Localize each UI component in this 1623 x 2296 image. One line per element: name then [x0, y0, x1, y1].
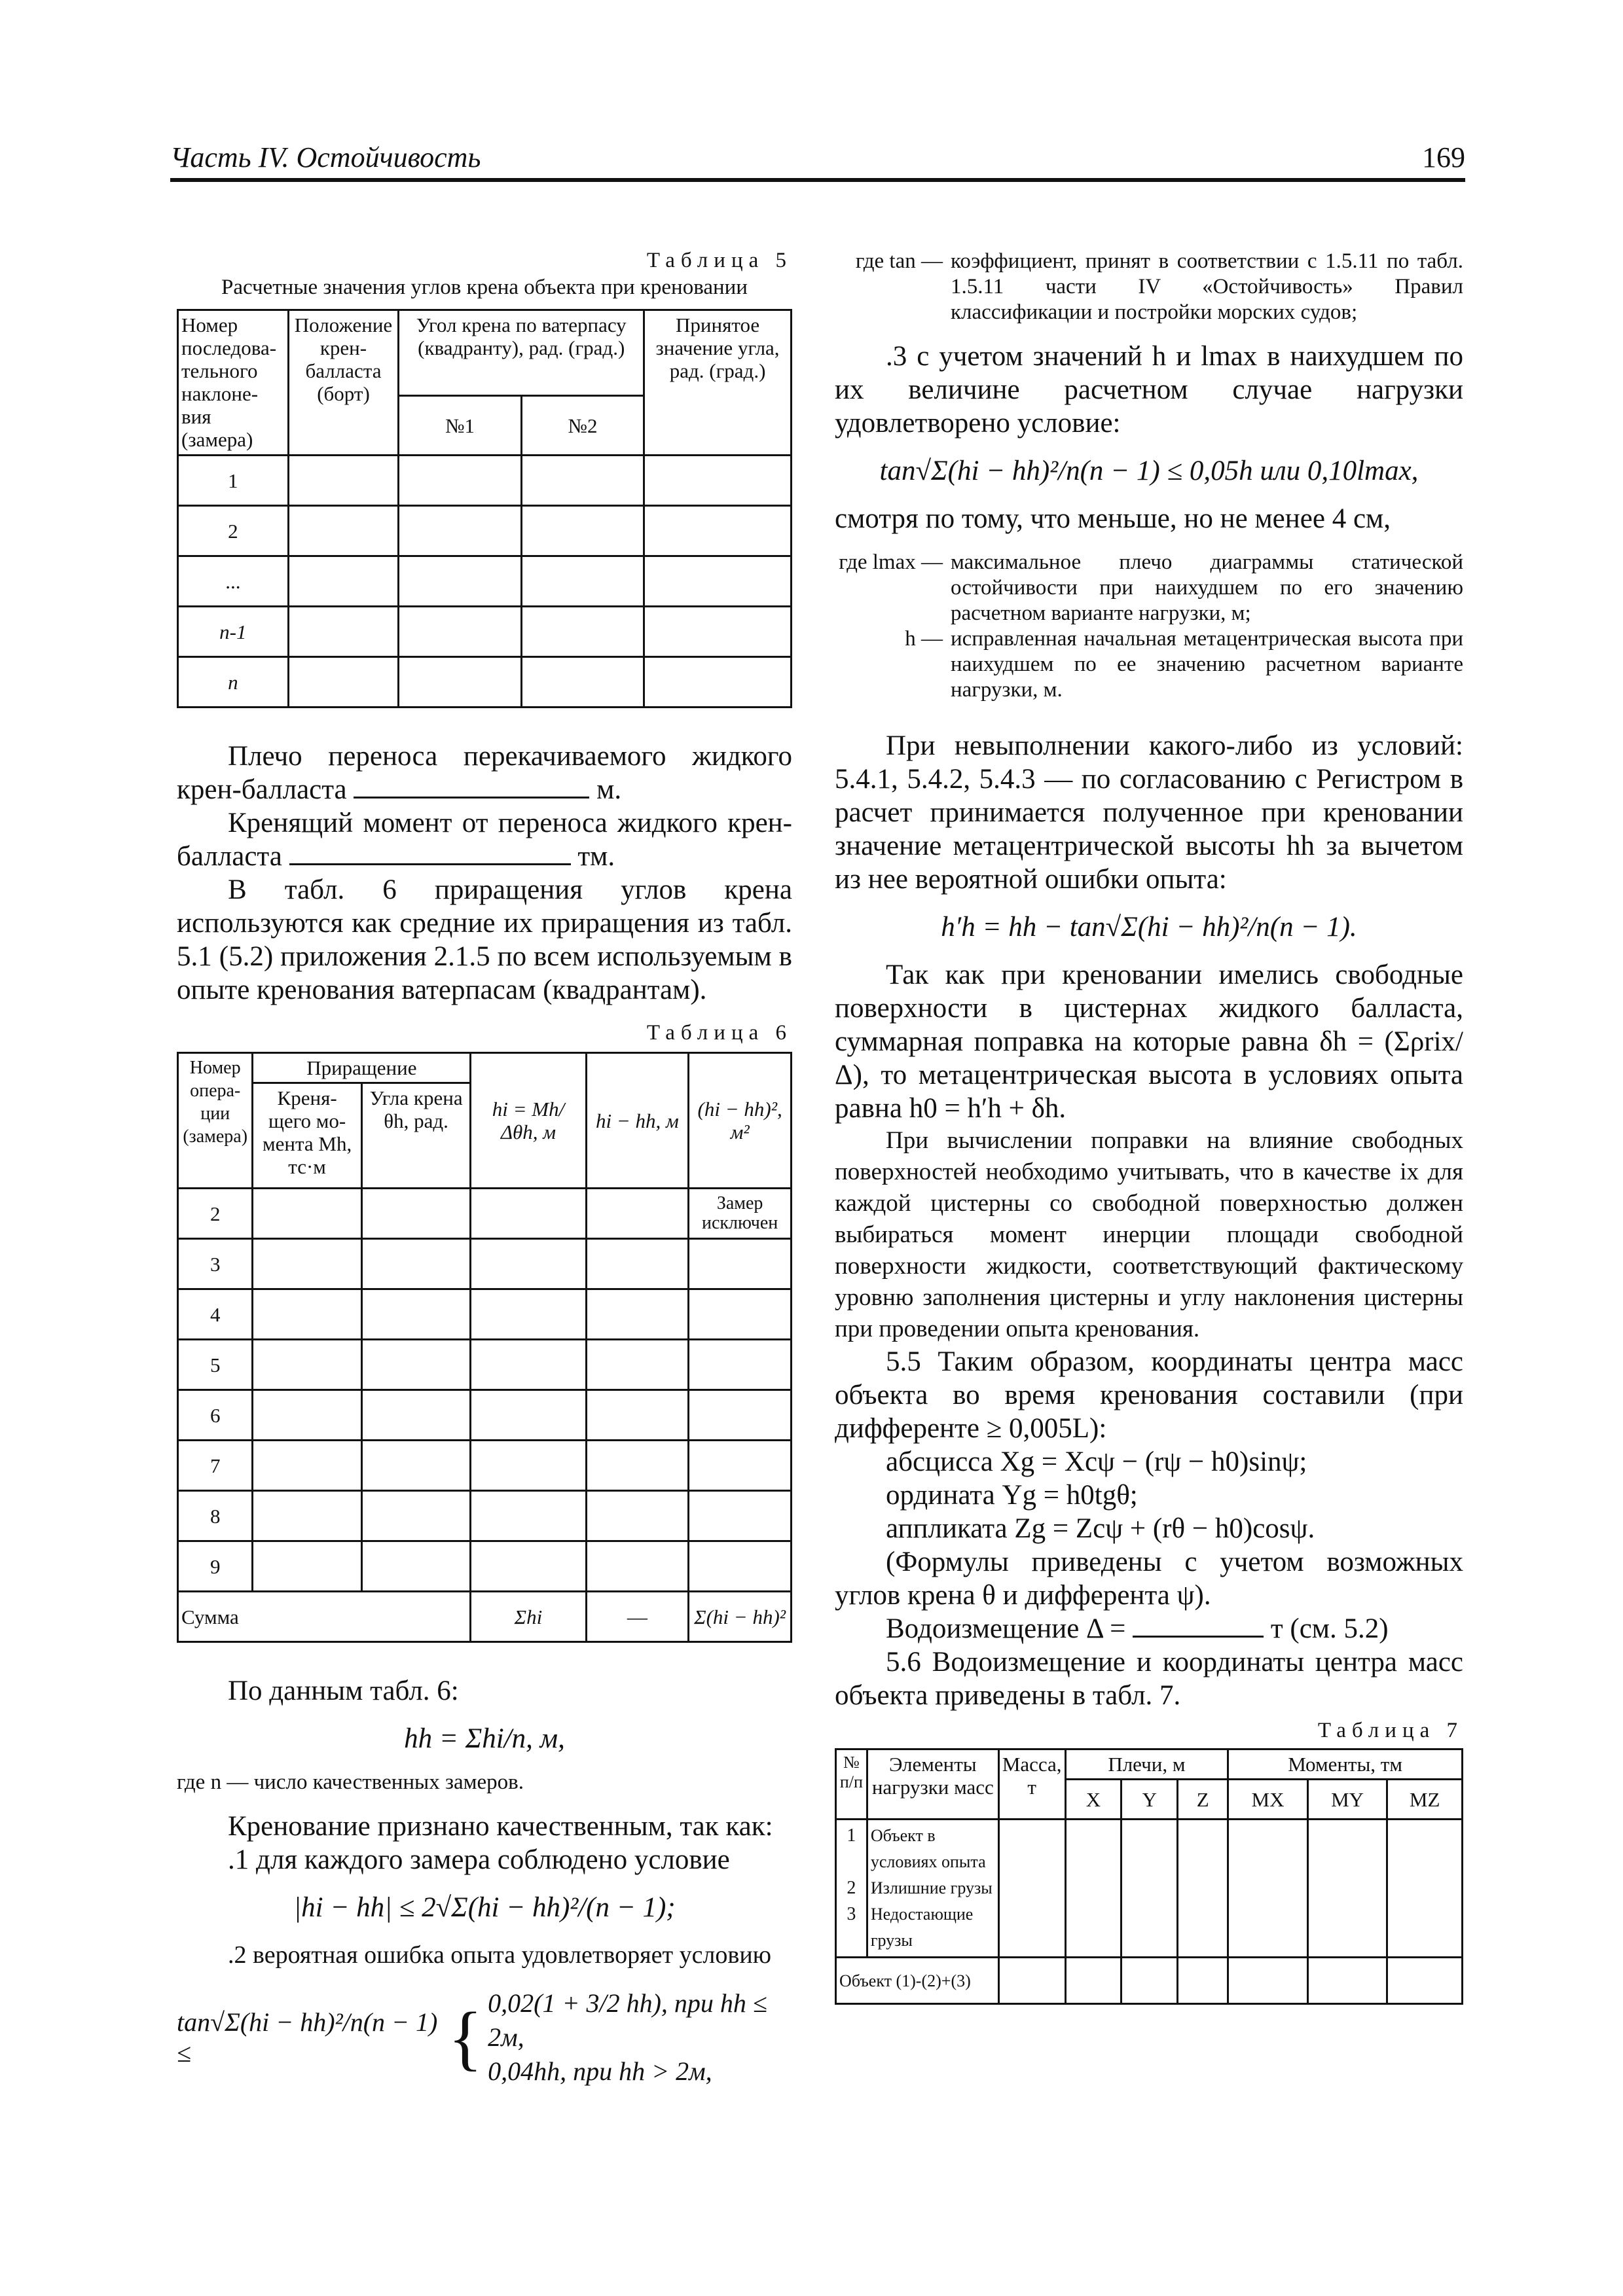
table6-label: Таблица 6 [646, 1021, 792, 1045]
t5-h-pos: Положение крен-балласта (борт) [288, 310, 399, 456]
table-row [178, 1289, 792, 1340]
paragraph-by-table6: По данным табл. 6: [228, 1676, 459, 1706]
table7 [835, 1748, 1463, 2005]
t5-row-num: 2 [178, 506, 289, 556]
paragraph-table6-intro: В табл. 6 приращения углов крена используются как средние их приращения из табл. 5.1 (5.2) приложения 2.1.5 по всем используемым в опыте кренования ватерпасам (квадрантам). [177, 874, 792, 1005]
table-row [178, 1441, 792, 1491]
t5-h-n1: №1 [399, 396, 521, 456]
formula-condition-3: tan√Σ(hi − hh)²/n(n − 1) ≤ 0,05h или 0,10lmax, [879, 456, 1419, 486]
table-row [178, 1239, 792, 1289]
table5 [177, 309, 792, 708]
table-row [178, 456, 792, 506]
table7-label: Таблица 7 [1317, 1719, 1463, 1742]
table-row [178, 607, 792, 657]
t6-h-angle: Угла крена θh, рад. [361, 1083, 470, 1189]
formula-hh: hh = Σhi/n, м, [404, 1723, 565, 1754]
paragraph-moment: Кренящий момент от переноса жидкого крен-балласта тм. [177, 808, 792, 872]
t7-h-arms: Плечи, м [1065, 1749, 1228, 1780]
coord-abscissa: абсцисса Xg = Xcψ − (rψ − h0)sinψ; [886, 1446, 1307, 1477]
t5-row-num: n-1 [178, 607, 289, 657]
t6-row-num: 3 [178, 1239, 253, 1289]
t5-h-accepted: Принятое значение угла, рад. (град.) [644, 310, 792, 456]
t7-total: Объект (1)-(2)+(3) [836, 1958, 999, 2004]
paragraph-quality: Кренование признано качественным, так как: [228, 1811, 773, 1842]
paragraph-correction: При вычислении поправки на влияние свободных поверхностей необходимо учитывать, что в качестве ix для каждой цистерны со свободной поверхностью должен выбираться момент инерции площади свободной поверхности жидкости, соответствующий фактическому уровню заполнения цистерны и углу наклонения цистерны при проведении опыта кренования. [835, 1127, 1463, 1342]
t7-items: Объект в условиях опыта Излишние грузы Недостающие грузы [867, 1820, 998, 1958]
t6-excluded: Замер исключен [689, 1189, 792, 1239]
coord-ordinate: ордината Yg = h0tgθ; [886, 1480, 1138, 1511]
t7-h-my: MY [1307, 1780, 1387, 1820]
t6-h-sq: (hi − hh)², м² [689, 1053, 792, 1189]
formula-corrected-h: h′h = hh − tan√Σ(hi − hh)²/n(n − 1). [941, 912, 1357, 942]
table-row [178, 1189, 792, 1239]
table5-label: Таблица 5 [646, 249, 792, 272]
table-row [178, 657, 792, 708]
t6-sum-sq: Σ(hi − hh)² [689, 1592, 792, 1642]
t5-h-num: Номер последова-тельного наклоне-вия (замера) [178, 310, 289, 456]
t7-h-z: Z [1178, 1780, 1228, 1820]
formula-condition-1: |hi − hh| ≤ 2√Σ(hi − hh)²/(n − 1); [293, 1892, 676, 1923]
formula-condition-2: tan√Σ(hi − hh)²/n(n − 1) ≤ { 0,02(1 + 3/2 hh), при hh ≤ 2м, 0,04hh, при hh > 2м, [177, 1988, 767, 2086]
table-row [178, 1541, 792, 1592]
definition-tan: где tan — коэффициент, принят в соответствии с 1.5.11 по табл. 1.5.11 части IV «Остойчивость» Правил классификации и постройки морских судов; [855, 249, 1463, 324]
t7-h-moments: Моменты, тм [1228, 1749, 1463, 1780]
table-row [836, 1820, 1463, 1958]
t6-h-moment: Креня-щего мо-мента Mh, тс·м [253, 1083, 361, 1189]
left-column [177, 249, 792, 2089]
t6-row-num: 2 [178, 1189, 253, 1239]
t6-row-num: 8 [178, 1491, 253, 1541]
paragraph-arm: Плечо переноса перекачиваемого жидкого крен-балласта м. [177, 741, 792, 805]
definition-n: где n — число качественных замеров. [177, 1770, 524, 1794]
page-header [170, 141, 1465, 182]
page-number: 169 [1422, 141, 1465, 173]
t7-h-y: Y [1122, 1780, 1178, 1820]
t6-sum-label: Сумма [178, 1592, 471, 1642]
t7-h-x: X [1065, 1780, 1122, 1820]
t7-h-mz: MZ [1387, 1780, 1463, 1820]
paragraph-displacement: Водоизмещение Δ = т (см. 5.2) [886, 1613, 1389, 1644]
t5-h-angle: Угол крена по ватерпасу (квадранту), рад. (град.) [399, 310, 644, 396]
t7-h-num: № п/п [836, 1749, 867, 1820]
table-row [178, 1491, 792, 1541]
t6-row-num: 4 [178, 1289, 253, 1340]
t6-sum-h: Σhi [471, 1592, 586, 1642]
definitions-lmax-h: где lmax — максимальное плечо диаграммы статической остойчивости при наихудшем по его значению расчетном варианте нагрузки, м; h — исправленная начальная метацентрическая высота при наихудшем по ее значению расчетном варианте нагрузки, м. [839, 550, 1463, 702]
t7-nums: 1 2 3 [836, 1820, 867, 1958]
condition-3: .3 с учетом значений h и lmax в наихудшем по их величине расчетном случае нагрузки удовлетворено условие: [835, 341, 1463, 439]
table-row [178, 506, 792, 556]
table-row [178, 556, 792, 607]
table-row [178, 1340, 792, 1390]
table5-caption: Расчетные значения углов крена объекта при креновании [221, 276, 748, 299]
table-row [178, 1592, 792, 1642]
t6-h-incr: Приращение [253, 1053, 471, 1083]
right-column [835, 249, 1463, 2005]
table-row [836, 1958, 1463, 2004]
table-row [178, 1390, 792, 1441]
t6-row-num: 9 [178, 1541, 253, 1592]
paragraph-free-surfaces: Так как при креновании имелись свободные поверхности в цистернах жидкого балласта, суммарная поправка на которые равна δh = (Σρrix/Δ), то метацентрическая высота в условиях опыта равна h0 = h′h + δh. [835, 960, 1463, 1124]
t5-row-num: n [178, 657, 289, 708]
condition-2: .2 вероятная ошибка опыта удовлетворяет условию [228, 1941, 772, 1969]
t6-h-diff: hi − hh, м [586, 1053, 689, 1189]
paragraph-formulas-note: (Формулы приведены с учетом возможных углов крена θ и дифферента ψ). [835, 1547, 1463, 1611]
t6-row-num: 5 [178, 1340, 253, 1390]
t6-h-h: hi = Mh/Δθh, м [471, 1053, 586, 1189]
t6-sum-dash: — [586, 1592, 689, 1642]
paragraph-5-6: 5.6 Водоизмещение и координаты центра масс объекта приведены в табл. 7. [835, 1647, 1463, 1711]
paragraph-nonfulfilment: При невыполнении какого-либо из условий: 5.4.1, 5.4.2, 5.4.3 — по согласованию с Регистром в расчет принимается полученное при креновании значение метацентрической высоты hh за вычетом из нее вероятной ошибки опыта: [835, 730, 1463, 895]
t6-row-num: 7 [178, 1441, 253, 1491]
t6-row-num: 6 [178, 1390, 253, 1441]
running-title: Часть IV. Остойчивость [170, 141, 481, 173]
t5-h-n2: №2 [521, 396, 644, 456]
t6-h-num: Номер опера-ции (замера) [178, 1053, 253, 1189]
paragraph-whichever: смотря по тому, что меньше, но не менее 4 см, [835, 503, 1391, 534]
paragraph-5-5: 5.5 Таким образом, координаты центра масс объекта во время кренования составили (при дифференте ≥ 0,005L): [835, 1346, 1463, 1444]
coord-applicate: аппликата Zg = Zcψ + (rθ − h0)cosψ. [886, 1513, 1315, 1544]
t7-h-mass: Масса, т [998, 1749, 1065, 1820]
table6 [177, 1052, 792, 1643]
condition-1: .1 для каждого замера соблюдено условие [228, 1844, 730, 1875]
t5-row-num: 1 [178, 456, 289, 506]
t7-h-elements: Элементы нагрузки масс [867, 1749, 998, 1820]
t5-row-num: ... [178, 556, 289, 607]
t7-h-mx: MX [1228, 1780, 1308, 1820]
